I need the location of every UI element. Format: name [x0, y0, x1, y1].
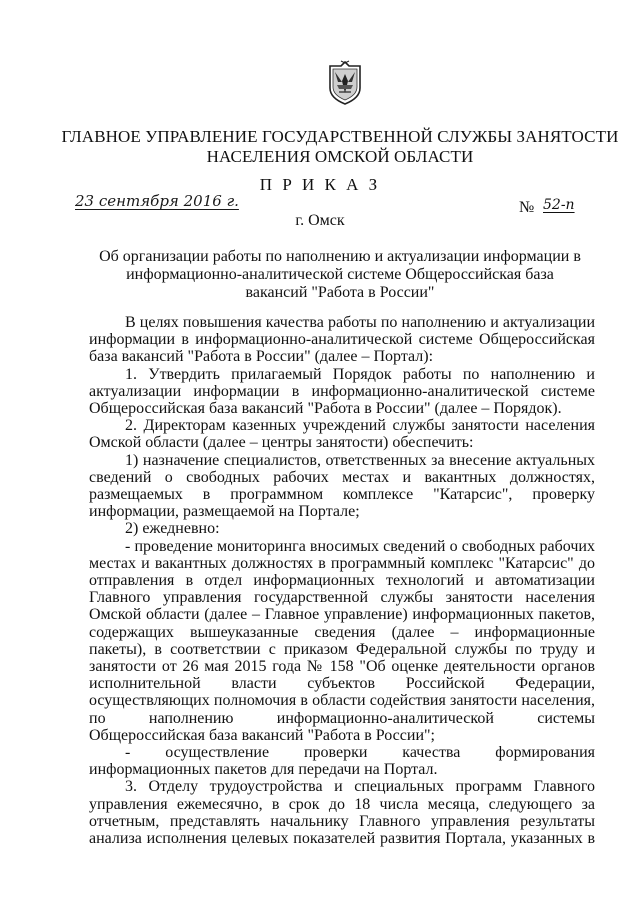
- subject-line: информационно-аналитической системе Общероссийская база: [126, 266, 554, 283]
- organization-name-line1: ГЛАВНОЕ УПРАВЛЕНИЕ ГОСУДАРСТВЕННОЙ СЛУЖБЫ ЗАНЯТОСТИ: [61, 127, 619, 146]
- order-number-handwritten: 52-п: [543, 197, 575, 213]
- item-2-1-paragraph: 1) назначение специалистов, ответственных за внесение актуальных сведений о свободных рабочих местах и вакантных должностях, размещаемых в программном комплексе "Катарсис", проверку информации, размещаемой на Портале;: [89, 451, 595, 521]
- order-body: [89, 314, 595, 847]
- order-city: г. Омск: [295, 212, 345, 229]
- item-1-paragraph: 1. Утвердить прилагаемый Порядок работы по наполнению и актуализации информации в информационно-аналитической системе Общероссийская база вакансий "Работа в России" (далее – Порядок).: [89, 365, 595, 418]
- intro-paragraph: В целях повышения качества работы по наполнению и актуализации информации в информационно-аналитической системе Общероссийская база вакансий "Работа в России" (далее – Портал):: [89, 314, 595, 366]
- item-2-2b-paragraph: - осуществление проверки качества формирования информационных пакетов для передачи на Портал.: [89, 744, 595, 779]
- order-title: П Р И К А З: [259, 175, 381, 194]
- coat-of-arms-icon: [326, 60, 364, 106]
- order-number-label: №: [519, 199, 535, 216]
- item-2-2a-paragraph: - проведение мониторинга вносимых сведений о свободных рабочих местах и вакантных должностях в программный комплекс "Катарсис" до отправления в отдел информационных технологий и автоматизации Главного управления государственной службы занятости населения Омской области (далее – Главное управление) информационных пакетов, содержащих вышеуказанные сведения (далее – информационные пакеты), в соответствии с приказом Федеральной службы по труду и занятости от 26 мая 2015 года № 158 "Об оценке деятельности органов исполнительной власти субъектов Российской Федерации, осуществляющих полномочия в области содействия занятости населения, по наполнению информационно-аналитической системы Общероссийская база вакансий "Работа в России";: [89, 537, 595, 744]
- item-3-paragraph: 3. Отделу трудоустройства и специальных программ Главного управления ежемесячно, в срок до 18 числа месяца, следующего за отчетным, представлять начальнику Главного управления результаты анализа исполнения целевых показателей развития Портала, указанных в: [89, 778, 595, 848]
- order-subject: [70, 248, 610, 302]
- item-2-paragraph: 2. Директорам казенных учреждений службы занятости населения Омской области (далее – центры занятости) обеспечить:: [89, 417, 595, 452]
- subject-line: вакансий "Работа в России": [245, 284, 435, 301]
- item-2-2-paragraph: 2) ежедневно:: [125, 520, 220, 538]
- organization-name-line2: НАСЕЛЕНИЯ ОМСКОЙ ОБЛАСТИ: [206, 147, 474, 166]
- subject-line: Об организации работы по наполнению и актуализации информации в: [99, 248, 581, 265]
- order-date-handwritten: 23 сентября 2016 г.: [75, 192, 239, 210]
